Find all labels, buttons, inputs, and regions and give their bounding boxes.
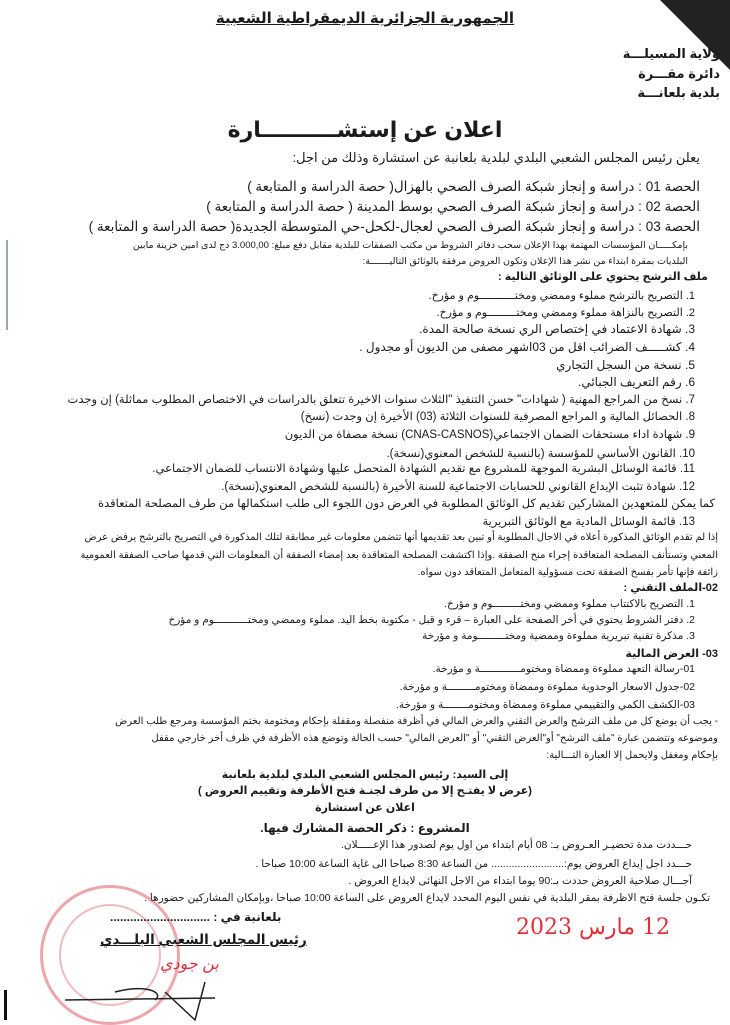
candidacy-item: 12. شهادة تثبت الإيداع القانوني للحسابات الاجتماعية للسنة الأخيرة (بالنسبة للشخص المعنوي(نسخة). bbox=[221, 481, 695, 493]
lot-2: الحصة 02 : دراسة و إنجاز شبكة الصرف الصحي بوسط المدينة ( حصة الدراسة و المتابعة ) bbox=[206, 199, 700, 214]
warning-text: زائفة فإنها تأمر بفسخ الصفقة تحت مسؤولية المتعامل المتعاقد دون سواه. bbox=[417, 567, 718, 578]
lot-3: الحصة 03 : دراسة و إنجاز شبكة الصرف الصحي لعجال-لكحل-حي المتوسطة الجديدة( حصة الدراسة و المتابعة ) bbox=[88, 219, 700, 234]
republic-header: الجمهورية الجزائرية الديمقراطية الشعبية bbox=[215, 10, 515, 27]
candidacy-note: كما يمكن للمتعهدين المشاركين تقديم كل الوثائق المطلوبة في العرض دون اللجوء الى طلب استكمالها من طرف المصلحة المتعاقدة bbox=[98, 498, 715, 510]
daira: دائرة مقـــرة bbox=[638, 66, 720, 81]
candidacy-item: 1. التصريح بالترشح مملوء وممضي ومختـــــــــــوم و مؤرخ. bbox=[428, 290, 695, 302]
fee-notice: البلديات بمقرة ابتداء من نشر هذا الإعلان وتكون العروض مرفقة بالوثائق التاليـــــــة: bbox=[362, 256, 688, 267]
envelope-text: وموضوعه وتتضمن عبارة "ملف الترشح" أو"العرض التقني" أو "العرض المالي" حسب الحالة وتوضع هذه الأظرفة في ظرف أخر خارجي مقفل bbox=[151, 733, 718, 744]
financial-heading: 03- العرض المالية bbox=[625, 648, 718, 660]
candidacy-item: 5. نسخة من السجل التجاري bbox=[556, 358, 695, 372]
address-line: إلى السيد: رئيس المجلس الشعبي البلدي لبلدية بلعانبة bbox=[221, 769, 509, 781]
page-title: اعلان عن إستشــــــــــارة bbox=[227, 117, 503, 142]
signature-role: رئيس المجلس الشعبي البلـــدي bbox=[100, 932, 307, 947]
address-line: المشروع : ذكر الحصة المشارك فيها. bbox=[260, 821, 470, 835]
candidacy-item: 10. القانون الأساسي للمؤسسة (بالنسبة للشخص المعنوي(نسخة). bbox=[386, 448, 695, 460]
handwritten-date: 12 مارس 2023 bbox=[516, 915, 670, 940]
candidacy-item: 9. شهادة اداء مستحقات الضمان الاجتماعي(CNAS-CASNOS) نسخة مصفاة من الديون bbox=[284, 429, 695, 441]
term-line: تكـون جلسة فتح الاظرفة بمقر البلدية في نفس اليوم المحدد لايداع العروض على الساعة 10:00 صباحا ،وبإمكان المشاركين حضورها . bbox=[144, 892, 710, 904]
address-line: (عرض لا يفتـح إلا من طرف لجنـة فتح الأظرفة وتقييم العروض ) bbox=[198, 785, 532, 797]
candidacy-item: 3. شهادة الاعتماد في إختصاص الري نسخة صالحة المدة. bbox=[419, 322, 695, 336]
technical-item: 2. دفتر الشروط يحتوي في أخر الصفحة على العبارة – قرء و قبل - مكتوبة بخط اليد. مملوء وممضي ومختـــــــــــوم و مؤرخ bbox=[168, 614, 695, 626]
envelope-text: بإحكام ومغفل ولايحمل إلا العبارة التـــالية: bbox=[546, 750, 718, 761]
envelope-text: - يجب أن يوضع كل من ملف الترشح والعرض التقني والعرض المالي في أظرفة منفصلة ومقفلة بإحكام ومختومة بختم المؤسسة ومرجع طلب العرض bbox=[115, 716, 718, 727]
term-line: حـــددت مدة تحضيـر العـروض بـ: 08 أيام ابتداء من اول يوم لصدور هذا الإعـــــلان. bbox=[341, 839, 692, 851]
signature-mark bbox=[55, 980, 225, 1024]
candidacy-heading: ملف الترشح يحتوي على الوثائق التالية : bbox=[498, 271, 708, 283]
commune: بلدية بلعانـــة bbox=[637, 85, 720, 100]
technical-item: 3. مذكرة تقنية تبريرية مملوءة وممضية ومختـــــــــومة و مؤرخة bbox=[422, 630, 695, 642]
technical-heading: 02-الملف التقني : bbox=[623, 582, 718, 594]
financial-item: 01-رسالة التعهد مملوءة وممضاة ومختومـــــــــــــة و مؤرخة. bbox=[432, 663, 695, 675]
scan-artifact bbox=[6, 240, 8, 330]
candidacy-item: 4. كشـــــف الضرائب اقل من 03اشهر مصفى من الديون أو مجدول . bbox=[359, 340, 695, 354]
candidacy-item: 11. قائمة الوسائل البشرية الموجهة للمشروع مع تقديم الشهادة المتحصل عليها وشهادة الانتساب للضمان الاجتماعي. bbox=[152, 463, 695, 475]
candidacy-item: 13. قائمة الوسائل المادية مع الوثائق التبريرية bbox=[482, 516, 695, 528]
financial-item: 03-الكشف الكمي والتقييمي مملوءة وممضاة ومختومــــــــة و مؤرخة. bbox=[395, 699, 695, 711]
term-line: آجـــال صلاحية العروض حددت بـ:90 يوما ابتداء من الاجل النهائى لايداع العروض . bbox=[348, 875, 692, 887]
intro: يعلن رئيس المجلس الشعبي البلدي لبلدية بلعانبة عن استشارة وذلك من اجل: bbox=[292, 150, 700, 165]
candidacy-item: 7. نسخ من المراجع المهنية ( شهادات" حسن التنفيذ "الثلاث سنوات الاخيرة تتعلق بالدراسات في الاختصاص المطلوب مماثلة) إن وجدت bbox=[67, 394, 695, 406]
financial-item: 02-جدول الاسعار الوحدوية مملوءة وممضاة ومختومـــــــــة و مؤرخة. bbox=[399, 681, 695, 693]
signature-place: بلعانبة في : .............................. bbox=[110, 910, 282, 924]
address-line: اعلان عن استشارة bbox=[315, 802, 415, 814]
signature-name: بن جودي bbox=[160, 956, 219, 973]
scan-artifact bbox=[4, 990, 7, 1020]
lot-1: الحصة 01 : دراسة و إنجاز شبكة الصرف الصحي بالهزال( حصة الدراسة و المتابعة ) bbox=[247, 179, 700, 194]
fee-notice: بإمكـــــان المؤسسات المهتمة بهذا الإعلان سحب دفاتر الشروط من مكتب الصفقات للبلدية مقابل دفع مبلغ: 3.000,00 دج لدى امين خزينة مابين bbox=[132, 240, 688, 251]
technical-item: 1. التصريح بالاكتتاب مملوء وممضي ومختـــــــــوم و مؤرخ. bbox=[444, 598, 695, 610]
wilaya: ولاية المسيلـــة bbox=[622, 46, 720, 61]
candidacy-item: 8. الحصائل المالية و المراجع المصرفية للسنوات الثلاثة (03) الأخيرة إن وجدت (نسخ) bbox=[300, 411, 695, 423]
warning-text: المعني وتستأنف المصلحة المتعاقدة إجراء منح الصفقة .وإذا اكتشفت المصلحة المتعاقدة بعد إمضاء الصفقة أن المعلومات التي قدمها صاحب الصفقة العمومية bbox=[80, 550, 718, 561]
candidacy-item: 6. رقم التعريف الجبائي. bbox=[577, 375, 695, 389]
candidacy-item: 2. التصريح بالنزاهة مملوء وممضي ومختـــــــــوم و مؤرخ. bbox=[436, 307, 695, 319]
warning-text: إذا لم تقدم الوثائق المذكورة أعلاه في الاجال المطلوبة أو تبين بعد تقديمها أنها تتضمن معلومات غير مطابقة لتلك المذكورة في التصريح بالترشح يرفض عرض bbox=[84, 532, 718, 543]
term-line: حـــدد اجل إيداع العروض يوم:......................... من الساعة 8:30 صباحا الى غاية الساعة 10:00 صباحا . bbox=[255, 858, 692, 870]
